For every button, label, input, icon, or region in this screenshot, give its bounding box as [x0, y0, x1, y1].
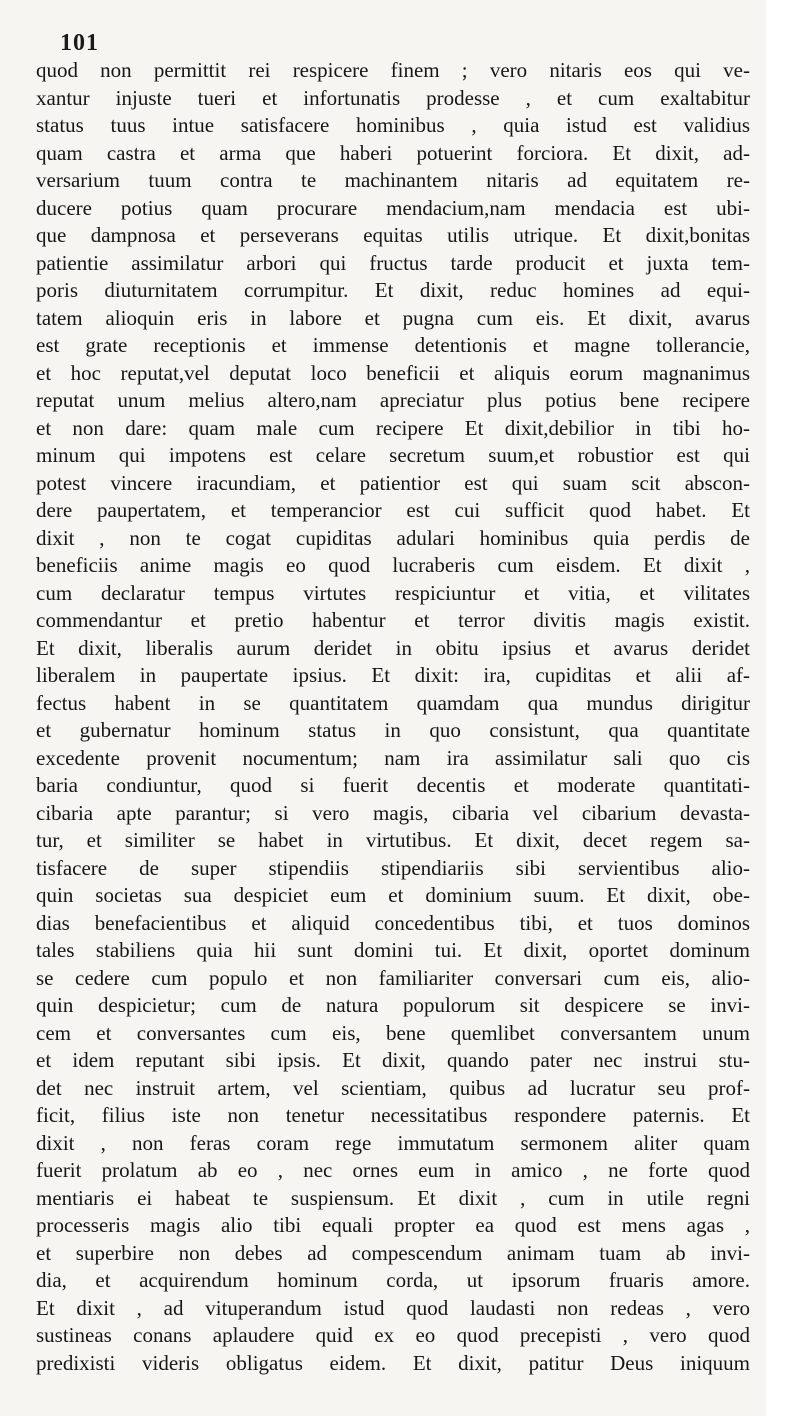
text-line: tatem alioquin eris in labore et pugna cum eis. Et dixit, avarus: [36, 305, 750, 330]
text-line: processeris magis alio tibi equali propter ea quod est mens agas ,: [36, 1213, 750, 1237]
text-line: liberalem in paupertate ipsius. Et dixit: ira, cupiditas et alii af-: [36, 663, 750, 687]
text-line: excedente provenit nocumentum; nam ira assimilatur sali quo cis: [36, 745, 750, 770]
text-line: poris diuturnitatem corrumpitur. Et dixit, reduc homines ad equi-: [36, 278, 750, 302]
body-text: [36, 57, 750, 1377]
text-line: cem et conversantes cum eis, bene quemlibet conversantem unum: [36, 1020, 750, 1045]
text-line: dia, et acquirendum hominum corda, ut ipsorum fruaris amore.: [36, 1268, 750, 1292]
page-number: 101: [60, 30, 99, 56]
text-line: fuerit prolatum ab eo , nec ornes eum in amico , ne forte quod: [36, 1158, 750, 1182]
text-line: que dampnosa et perseverans equitas utilis utrique. Et dixit,bonitas: [36, 223, 750, 247]
text-line: tisfacere de super stipendiis stipendiariis sibi servientibus alio-: [36, 855, 750, 880]
text-line: tales stabiliens quia hii sunt domini tui. Et dixit, oportet dominum: [36, 938, 750, 962]
text-line: ducere potius quam procurare mendacium,nam mendacia est ubi-: [36, 195, 750, 220]
text-line: cum declaratur tempus virtutes respiciuntur et vitia, et vilitates: [36, 580, 750, 605]
text-line: quin societas sua despiciet eum et dominium suum. Et dixit, obe-: [36, 883, 750, 907]
text-line: et non dare: quam male cum recipere Et dixit,debilior in tibi ho-: [36, 415, 750, 440]
text-line: et idem reputant sibi ipsis. Et dixit, quando pater nec instrui stu-: [36, 1048, 750, 1072]
text-line: et superbire non debes ad compescendum animam tuam ab invi-: [36, 1240, 750, 1265]
text-line: patientie assimilatur arbori qui fructus tarde producit et juxta tem-: [36, 250, 750, 275]
text-line: quin despicietur; cum de natura populorum sit despicere se invi-: [36, 993, 750, 1017]
text-line: cibaria apte parantur; si vero magis, cibaria vel cibarium devasta-: [36, 800, 750, 825]
text-line: dixit , non feras coram rege immutatum sermonem aliter quam: [36, 1130, 750, 1155]
text-line: fectus habent in se quantitatem quamdam qua mundus dirigitur: [36, 690, 750, 715]
text-line: status tuus intue satisfacere hominibus , quia istud est validius: [36, 113, 750, 137]
text-line: det nec instruit artem, vel scientiam, quibus ad lucratur seu prof-: [36, 1075, 750, 1100]
text-line: minum qui impotens est celare secretum suum,et robustior est qui: [36, 443, 750, 467]
page-margin-edge: [766, 0, 800, 1416]
text-line: dere paupertatem, et temperancior est cui sufficit quod habet. Et: [36, 498, 750, 522]
text-line: quam castra et arma que haberi potuerint forciora. Et dixit, ad-: [36, 140, 750, 165]
text-line: se cedere cum populo et non familiariter conversari cum eis, alio-: [36, 965, 750, 990]
text-line: predixisti videris obligatus eidem. Et dixit, patitur Deus iniquum: [36, 1350, 750, 1375]
text-line: et hoc reputat,vel deputat loco beneficii et aliquis eorum magnanimus: [36, 360, 750, 385]
text-line: quod non permittit rei respicere finem ; vero nitaris eos qui ve-: [36, 58, 750, 82]
text-line: Et dixit, liberalis aurum deridet in obitu ipsius et avarus deridet: [36, 635, 750, 660]
text-line: sustineas conans aplaudere quid ex eo quod precepisti , vero quod: [36, 1323, 750, 1347]
text-line: tur, et similiter se habet in virtutibus. Et dixit, decet regem sa-: [36, 828, 750, 852]
text-line: ficit, filius iste non tenetur necessitatibus respondere paternis. Et: [36, 1103, 750, 1127]
text-line: xantur injuste tueri et infortunatis prodesse , et cum exaltabitur: [36, 85, 750, 110]
text-line: Et dixit , ad vituperandum istud quod laudasti non redeas , vero: [36, 1295, 750, 1320]
text-line: versarium tuum contra te machinantem nitaris ad equitatem re-: [36, 168, 750, 192]
text-line: baria condiuntur, quod si fuerit decentis et moderate quantitati-: [36, 773, 750, 797]
text-line: dixit , non te cogat cupiditas adulari hominibus quia perdis de: [36, 525, 750, 550]
text-line: reputat unum melius altero,nam apreciatur plus potius bene recipere: [36, 388, 750, 412]
text-line: commendantur et pretio habentur et terror divitis magis existit.: [36, 608, 750, 632]
text-line: dias benefacientibus et aliquid concedentibus tibi, et tuos dominos: [36, 910, 750, 935]
text-line: mentiaris ei habeat te suspiensum. Et dixit , cum in utile regni: [36, 1185, 750, 1210]
text-line: beneficiis anime magis eo quod lucraberis cum eisdem. Et dixit ,: [36, 553, 750, 577]
text-line: potest vincere iracundiam, et patientior est qui suam scit abscon-: [36, 470, 750, 495]
text-line: est grate receptionis et immense detentionis et magne tollerancie,: [36, 333, 750, 357]
text-line: et gubernatur hominum status in quo consistunt, qua quantitate: [36, 718, 750, 742]
